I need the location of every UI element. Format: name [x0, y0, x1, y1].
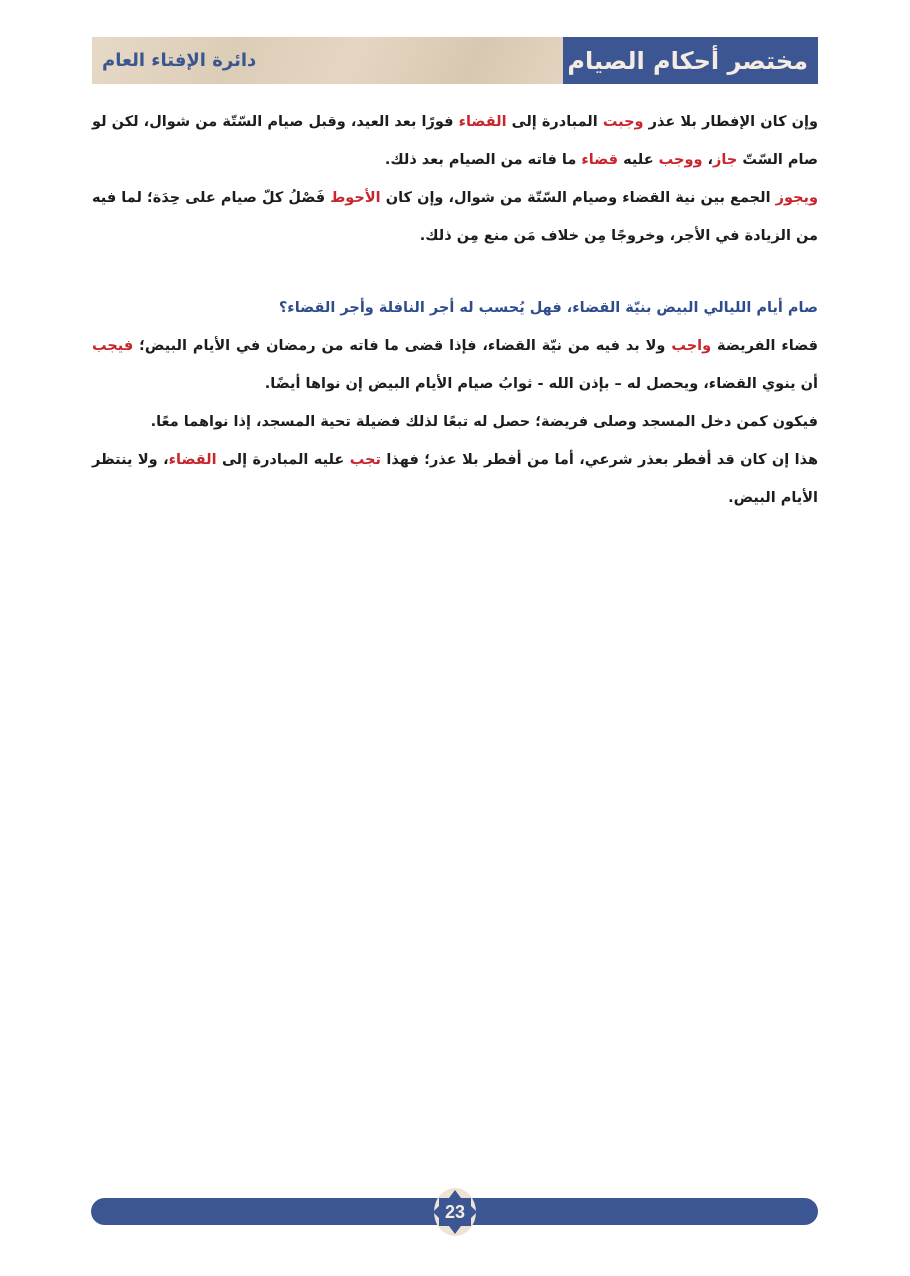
paragraph [92, 179, 818, 255]
text-segment: عليه المبادرة إلى [216, 452, 350, 468]
text-segment: ، ولا ينتظر الأيام البيض. [92, 452, 818, 506]
paragraph [92, 327, 818, 403]
text-segment: فورًا بعد العيد، وقبل صيام السّتّة من شوال، لكن لو صام السّتّ [92, 114, 818, 168]
paragraph [92, 403, 818, 441]
highlighted-term: واجب [671, 338, 712, 354]
page-number: 23 [444, 1201, 466, 1222]
text-segment: قضاء الفريضة [711, 338, 819, 354]
publisher-name: دائرة الإفتاء العام [102, 50, 257, 71]
page-content [92, 103, 818, 517]
highlighted-term: ووجب [658, 152, 703, 168]
text-segment: هذا إن كان قد أفطر بعذر شرعي، أما من أفطر بلا عذر؛ فهذا [381, 452, 818, 468]
intro-section [92, 103, 818, 255]
highlighted-term: وجبت [602, 114, 644, 130]
text-segment: ما فاته من الصيام بعد ذلك. [384, 152, 582, 168]
text-segment: المبادرة إلى [506, 114, 603, 130]
text-segment: فيكون كمن دخل المسجد وصلى فريضة؛ حصل له تبعًا لذلك فضيلة تحية المسجد، إذا نواهما معًا. [150, 414, 818, 430]
page-header [92, 37, 818, 84]
text-segment: عليه [618, 152, 659, 168]
highlighted-term: قضاء [581, 152, 619, 168]
highlighted-term: تجب [349, 452, 381, 468]
book-title-banner [563, 37, 818, 84]
highlighted-term: القضاء [458, 114, 507, 130]
paragraph [92, 441, 818, 517]
highlighted-term: الأحوط [330, 190, 381, 206]
text-segment: فَصْلُ كلّ صيام على حِدَة؛ لما فيه من الزيادة في الأجر، وخروجًا مِن خلاف مَن منع مِن ذلك. [92, 190, 818, 244]
publisher-banner [92, 37, 563, 84]
page-number-badge [431, 1188, 479, 1236]
question-heading: صام أيام الليالي البيض بنيّة القضاء، فهل يُحسب له أجر النافلة وأجر القضاء؟ [278, 300, 818, 316]
highlighted-term: القضاء [168, 452, 217, 468]
paragraph [92, 103, 818, 179]
book-title: مختصر أحكام الصيام [567, 46, 808, 75]
text-segment: ، [702, 152, 714, 168]
text-segment: ولا بد فيه من نيّة القضاء، فإذا قضى ما فاته من رمضان في الأيام البيض؛ [133, 338, 672, 354]
highlighted-term: جاز [713, 152, 738, 168]
text-segment: وإن كان الإفطار بلا عذر [643, 114, 818, 130]
answer-section [92, 327, 818, 517]
text-segment: أن ينوي القضاء، ويحصل له – بإذن الله - ثوابُ صيام الأيام البيض إن نواها أيضًا. [264, 376, 818, 392]
text-segment: الجمع بين نية القضاء وصيام السّتّة من شوال، وإن كان [380, 190, 776, 206]
highlighted-term: فيجب [92, 338, 134, 354]
highlighted-term: ويجوز [775, 190, 819, 206]
